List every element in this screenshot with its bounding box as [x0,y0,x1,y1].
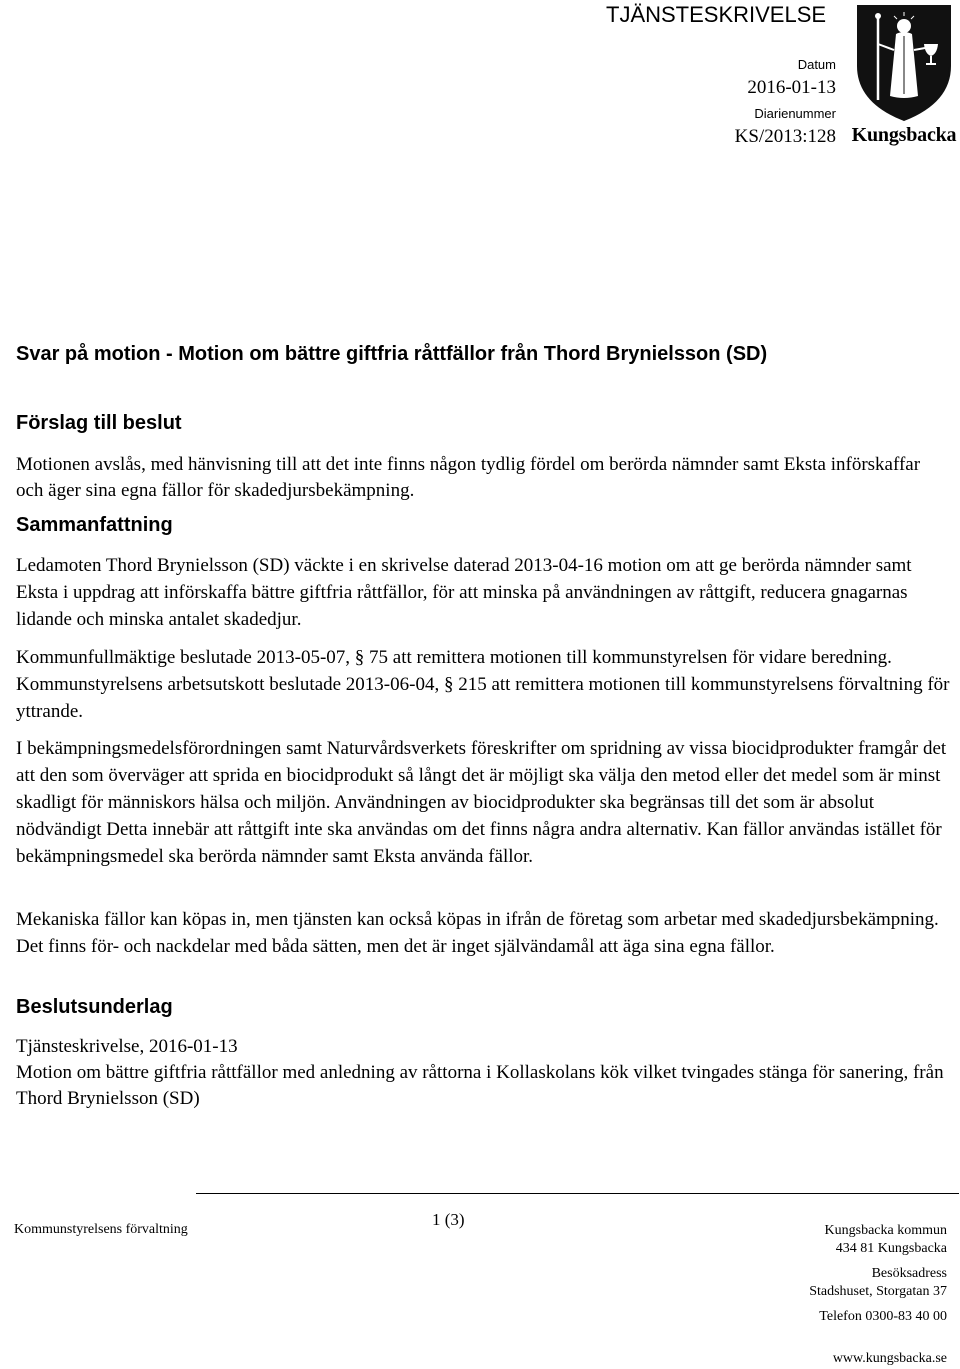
footer-postal: 434 81 Kungsbacka [835,1241,947,1256]
summary-paragraph: I bekämpningsmedelsförordningen samt Naturvårdsverkets föreskrifter om spridning av vissa biocidprodukter framgår det att den som överväger att sprida en biocidprodukt så långt det är möjligt ska välja den metod eller det medel som är minst skadligt för människors hälsa och miljön. Användningen av biocidprodukter ska begränsas till det som är absolut nödvändigt Detta innebär att råttgift inte ska användas om det finns några andra alternativ. Kan fällor användas istället för bekämpningsmedel ska berörda nämnder samt Eksta använda fällor. [16,738,947,867]
footer-divider [196,1193,959,1194]
beslutsunderlag-list [16,1034,952,1112]
footer-phone: Telefon 0300-83 40 00 [819,1309,947,1324]
date-value: 2016-01-13 [747,77,836,98]
diarienummer-value: KS/2013:128 [734,126,836,147]
heading-beslutsunderlag: Beslutsunderlag [16,996,173,1018]
document-title: Svar på motion - Motion om bättre giftfria råttfällor från Thord Brynielsson (SD) [16,343,768,365]
footer-web-link[interactable]: www.kungsbacka.se [832,1351,947,1366]
footer-org: Kungsbacka kommun [824,1223,947,1238]
heading-sammanfattning: Sammanfattning [16,514,173,536]
diarienummer-label: Diarienummer [754,106,836,121]
forslag-text: Motionen avslås, med hänvisning till att det inte finns någon tydlig fördel om berörda nämnder samt Eksta införskaffar och äger sina egna fällor för skadedjursbekämpning. [16,454,921,501]
summary-paragraph: Ledamoten Thord Brynielsson (SD) väckte i en skrivelse daterad 2013-04-16 motion om att ge berörda nämnder samt Eksta i uppdrag att införskaffa bättre giftfria råttfällor, för att minska på användningen av råttgift, reducera gnagarnas lidande och minska antalet skadedjur. [16,555,912,630]
heading-forslag-till-beslut: Förslag till beslut [16,412,182,434]
document-type: TJÄNSTESKRIVELSE [606,2,827,27]
footer-contact [809,1222,947,1368]
date-label: Datum [797,57,836,72]
beslutsunderlag-item: Motion om bättre giftfria råttfällor med anledning av råttorna i Kollaskolans kök vilket tvingades stänga för sanering, från Thord Brynielsson (SD) [16,1062,944,1109]
summary-paragraph: Kommunfullmäktige beslutade 2013-05-07, § 75 att remittera motionen till kommunstyrelsen för vidare beredning. Kommunstyrelsens arbetsutskott beslutade 2013-06-04, § 215 att remittera motionen till kommunstyrelsens förvaltning för yttrande. [16,647,950,722]
logo-wordmark: Kungsbacka [851,124,957,146]
kungsbacka-logo [848,0,960,152]
footer-department: Kommunstyrelsens förvaltning [14,1222,188,1237]
page-number: 1 (3) [432,1210,465,1229]
summary-paragraph: Mekaniska fällor kan köpas in, men tjänsten kan också köpas in ifrån de företag som arbetar med skadedjursbekämpning. Det finns för- och nackdelar med båda sätten, men det är inget självändamål att äga sina egna fällor. [16,909,939,957]
kungsbacka-coat-of-arms-icon [848,0,960,124]
beslutsunderlag-item: Tjänsteskrivelse, 2016-01-13 [16,1036,238,1057]
footer-visit-label: Besöksadress [871,1266,947,1281]
footer-visit-address: Stadshuset, Storgatan 37 [809,1284,947,1299]
